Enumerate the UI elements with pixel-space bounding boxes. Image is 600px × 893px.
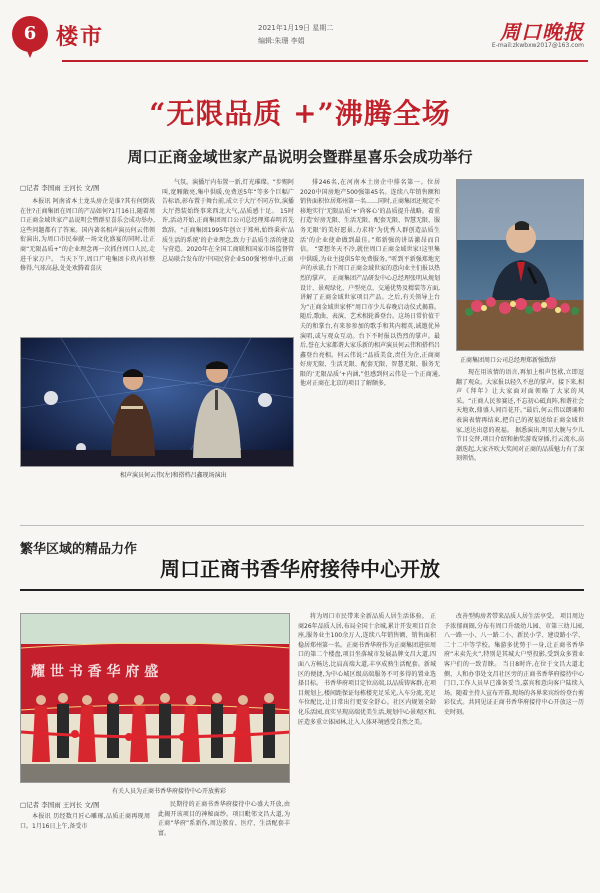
newspaper-logo: 周口晚报 — [500, 20, 584, 44]
article1-column-3: 排246名,在河南本土房企中排名第一。位居2020中国房地产500强第45名。连续八年销售额和销售面积位居郑州第一名……同时,正商集团还规定不移地实行‘无限品质’+‘尚客心’的品质提升战略。着重打造‘好房无限、生活无限、配套无限、智慧无限、服务无限’的美好愿景,力求将‘为优秀人群创造品质生活’的企业使命做到最佳。”郑新强的讲话激昂而自信。 “要想冬天不冷,就住周口正商金域世家!这里集中供暖,为业主提供5年免费服务。”听到平新强郑地充声的承诺,台下周口正商金域世家的意向业主们报以热烈的掌声。 正商集团产品研发中心总经理张明从规划设计、景观绿化、户型亮点、交通优势及精装等方面,讲解了正商金域世家项目产品。之后,有关领导上台为“正商金域世家杯”周口市少儿春晚启动仪式揭幕。 随后,歌曲、表演、艺术相轮番登台。这场日常价值干夫的和掌台,有来参参加的歌手和其内精英,诚邀优异演唱,或与观众互动。台下不时报以热烈的掌声。最后,誉在大家都谐大家乐新的相声演员何云伟和搭档吕鑫登台亮相。何云伟说:“品质美食,责任为企,正商商好房无限、生活无限、配套无限、智慧无限、服务无限的‘无限品质’+内涵,”但感到何云伟是一个正商通,他对正商在北京的项目了解颇多, — [300, 179, 440, 388]
article1-byline: □记者 李国雨 王河长 文/图 — [20, 184, 100, 192]
stage-photo-caption: 相声演员何云伟(左)和搭档吕鑫现场演出 — [120, 472, 227, 479]
speaker-photo-caption: 正商集团周口公司总经理郑新强致辞 — [460, 357, 557, 364]
header-meta — [258, 22, 339, 48]
section-title: 楼市 — [56, 24, 105, 50]
banner-text: 耀 世 书 香 华 府 盛 — [31, 664, 159, 680]
article2-column-2: 民期待的正商书香华府接待中心盛大开放,由此揭开该项目的神秘面纱。项目毗邻文昌大道,为正商“华府”系新作,周边教育、医疗、生活配套丰富。 — [158, 801, 290, 837]
article2-column-3: 将为周口市民带来全新品质人居生活体验。 正商26年品质人居,布局全国十余城,累计开发项目百余座,服务业主100余万人,连续八年销售额、销售面积稳居郑州第一名。正商书香华府作为正商集团进驻周口的第二个楼盘,项目坐落城市发展品牌文昌大道,四面八方畅达,比肩高端大道,丰享成熟生活配套。新城区的便捷,为中心城区级高端服务不可多得的置业选择目标。 书香华府项目定位高端,以品质铸客群,在项目规划上,楼间距保证每栋楼充足采光,入车分流,充足车位配比,让日常出行更安全舒心。社区内规划全龄化乐活园,真实呈现高端优美生活,规划中心景观区和,匠造多重立体园林,让入人体环境感受自然之美。 — [298, 613, 436, 726]
article2-title-rule — [20, 589, 584, 591]
article1-subheadline: 周口正商金域世家产品说明会暨群星喜乐会成功举行 — [127, 148, 473, 166]
article1-column-2: 气氛。演播厅内布置一新,灯光璀璨。“步赐阿叫,宽厢敞亮,集中供暖,免费送5年“等多个巨幅广告标语,彰布置于舞台前,成立于大厅不同方位,演播大厅热装始终事来西北大气,品质感十足。 15时许,活动开始,正商集团周口公司总经理郑春明首先致辞。“正商集团1995年创立于郑州,始终秉承‘品质生活的系统’的企业理念,致力于品质生活的建设与营造。2020年在全国工商联和国家市场监督管总局联合发布的‘中国民营企业500强’榜单中,正商 — [162, 179, 294, 263]
speaker-photo — [456, 179, 584, 351]
contact-email: E-mail:zkwbxw2017@163.com — [491, 42, 584, 49]
page-header — [12, 14, 588, 64]
article2-kicker: 繁华区域的精品力作 — [20, 542, 138, 557]
page-number-badge: 6 — [12, 16, 48, 52]
article2-column-4: 改善型购房者带来品质人居生活享受。 项目周边予浓郁商圈,分布有周口升级幼儿园、市第三幼儿园,八一路一小、八一路二小、新民小学、建设路小学、二十二中等学校。集游多优势于一身,让正商书香华府“未卖先火”,特别是其城大户型投影,受到众多置业客户们的一致青睐。 当日8时许,在位于文昌大道北侧、人和办事处文昌社区旁的正商书香华府接待中心门口,工作人员早已准备妥当,嘉宾和意向客户陆续入场。随着主持人宣布开幕,现场的各界来宾纷纷登台剪彩仪式。共同见证正商书香华府接待中心开放这一历史时刻。 — [444, 613, 584, 716]
speaker-photo-image — [457, 180, 584, 351]
editor-line: 编辑:朱珊 李娟 — [258, 37, 305, 45]
ribbon-cutting-photo — [20, 613, 290, 783]
stage-performance-photo — [20, 337, 294, 467]
article1-column-4: 现在用该情的语言,再加上相声包袱,立即逗翻了观众。大家报以轻久不息的掌声。接下来,相声《拜年》让大家面对面领略了大家的风采。“正商人民参赛还,不忘初心砥真阵,和谐社会天地欢,鼎盛人间百花开。”最后,何云伟以朗诵和表演表情再结束,把自己的祝福送给正商金域世家,送达出意的祝福。 据悉演出,明星大腕与少儿节目交替,项目介绍和抽奖游戏穿插,行云流水,高潮迭起,大家齐吹大奖间对正商的品质魅力有了深刻领悟。 — [456, 369, 584, 463]
ribbon-photo-caption: 有关人员为正商书香华府接待中心开放剪彩 — [112, 788, 227, 795]
article1-column-1: 本报讯 阿南省本土龙头房企是谁?其有何倒栽在住?正商集团在周口的产品如何?1月16日,随着周口正商金域世家产品说明会暨群星喜乐会成功举办,这些问题都有了答案。国内著名相声演员何云伟领衔演出,为周口市民奉献一场文化盛宴的同时,让正商“无限品质+”的企业理念再一次抓住周口人民,走进千家万户。 当天下午,周口广电集团卡玖内衫整修得,气球高悬,处处欢腾着喜庆 — [20, 198, 155, 273]
article2-byline: □记者 李国雨 王河长 文/图 — [20, 801, 100, 809]
stage-photo-image — [21, 338, 294, 467]
article1-headline: “无限品质 +”沸腾全场 — [149, 97, 451, 130]
ribbon-photo-image — [21, 614, 290, 783]
article2-headline: 周口正商书香华府接待中心开放 — [160, 557, 440, 581]
section-divider — [20, 525, 584, 526]
issue-date: 2021年1月19日 星期二 — [258, 24, 334, 32]
article2-column-1: 本报讯 历经数月匠心雕琢,品质正商再现周口。1月16日上午,备受市 — [20, 813, 150, 830]
header-divider — [62, 60, 588, 62]
